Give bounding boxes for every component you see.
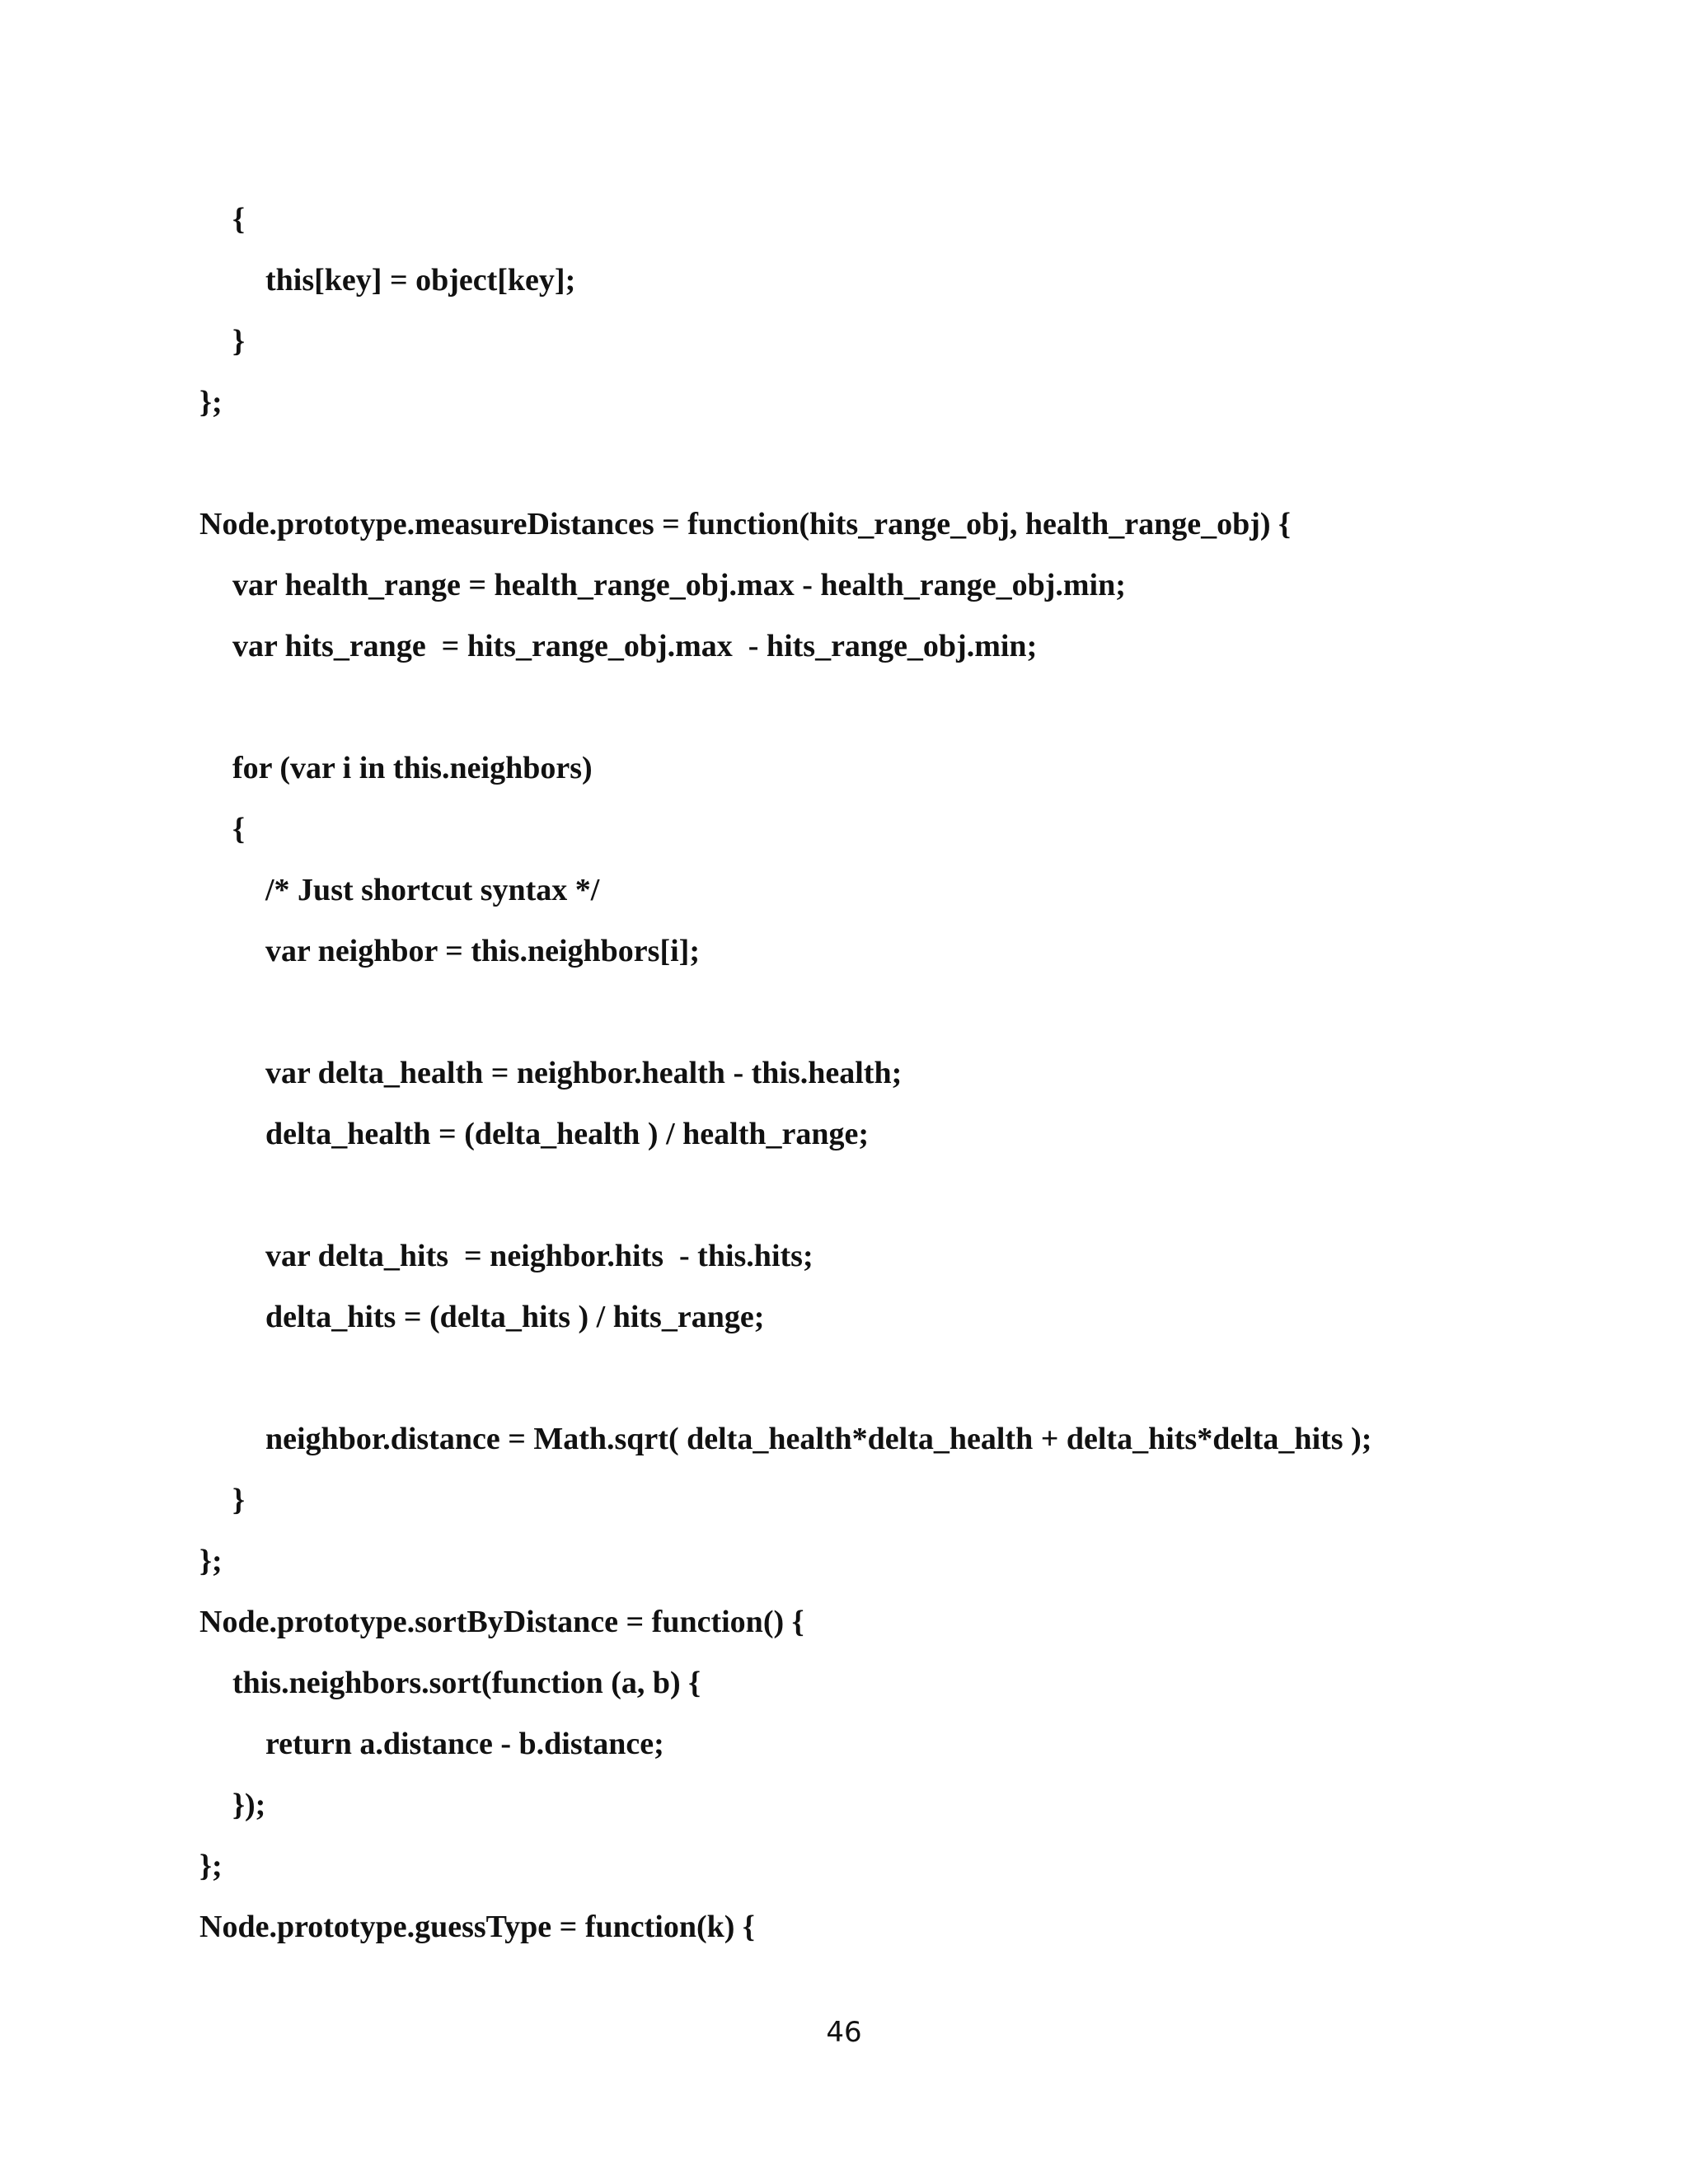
code-line: };: [199, 1544, 223, 1578]
code-line: {: [232, 812, 245, 846]
code-line: }: [232, 1483, 245, 1517]
code-line: };: [199, 1849, 223, 1883]
code-line: var health_range = health_range_obj.max - health_range_obj.min;: [232, 568, 1126, 602]
code-comment: /* Just shortcut syntax */: [265, 873, 600, 907]
code-line: Node.prototype.measureDistances = function(hits_range_obj, health_range_obj) {: [199, 507, 1292, 541]
code-line: this.neighbors.sort(function (a, b) {: [232, 1666, 701, 1700]
code-line: var delta_hits = neighbor.hits - this.hits;: [265, 1239, 814, 1273]
code-line: var hits_range = hits_range_obj.max - hits_range_obj.min;: [232, 629, 1038, 663]
code-line: {: [232, 202, 245, 237]
code-line: delta_health = (delta_health ) / health_range;: [265, 1117, 870, 1151]
code-line: var neighbor = this.neighbors[i];: [265, 934, 700, 968]
code-line: return a.distance - b.distance;: [265, 1727, 664, 1761]
page-number: 46: [826, 2016, 862, 2049]
code-line: Node.prototype.sortByDistance = function() {: [199, 1605, 804, 1639]
code-line: for (var i in this.neighbors): [232, 751, 593, 785]
code-line: neighbor.distance = Math.sqrt( delta_health*delta_health + delta_hits*delta_hits );: [265, 1422, 1372, 1456]
code-line: var delta_health = neighbor.health - this.health;: [265, 1056, 903, 1090]
code-line: });: [232, 1788, 266, 1822]
code-line: };: [199, 385, 223, 419]
code-line: this[key] = object[key];: [265, 263, 576, 298]
code-line: Node.prototype.guessType = function(k) {: [199, 1910, 755, 1944]
code-line: }: [232, 324, 245, 359]
code-line: delta_hits = (delta_hits ) / hits_range;: [265, 1300, 765, 1334]
